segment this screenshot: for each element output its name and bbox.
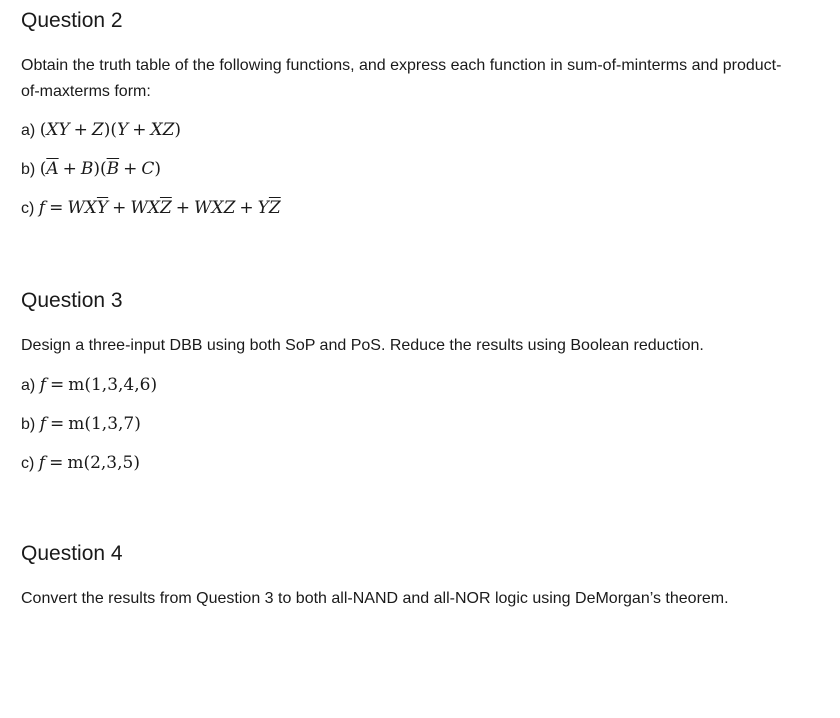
item-label: a) [21,377,36,394]
boolean-expression: $f = WX\overline{Y} + WX\overline{Z}$ + WXZ + $Y\overline{Z}$ [38,198,281,218]
question-3-heading: Question 3 [21,289,123,312]
item-label: a) [21,122,36,139]
minterm-expression: m(2,3,5) [67,453,140,473]
boolean-expression: (XY + Z)(Y + XZ) [39,120,182,140]
minterm-expression: m(1,3,7) [68,414,141,434]
item-label: c) [21,455,35,472]
question-3-item-a: a) f = m(1,3,4,6) [21,375,158,395]
item-label: b) [21,161,36,178]
question-2-item-a [21,119,181,142]
question-2-item-b [21,158,161,181]
item-label: b) [21,416,36,433]
question-4-heading: Question 4 [21,542,123,565]
item-label: c) [21,200,35,217]
question-3-item-b: b) f = m(1,3,7) [21,414,141,434]
question-2-item-c [21,197,281,220]
question-3-item-c: c) f = m(2,3,5) [21,453,140,473]
question-2-prompt: Obtain the truth table of the following functions, and express each function in sum-of-minterms and product-of-maxterms form: [21,57,782,100]
question-2-heading: Question 2 [21,9,123,32]
question-3-prompt: Design a three-input DBB using both SoP and PoS. Reduce the results using Boolean reduction. [21,337,704,354]
question-4-prompt: Convert the results from Question 3 to both all-NAND and all-NOR logic using DeMorgan’s theorem. [21,590,729,607]
boolean-expression: $(\overline{A} + B)(\overline{B} + C)$ [39,159,162,179]
minterm-expression: m(1,3,4,6) [68,375,158,395]
